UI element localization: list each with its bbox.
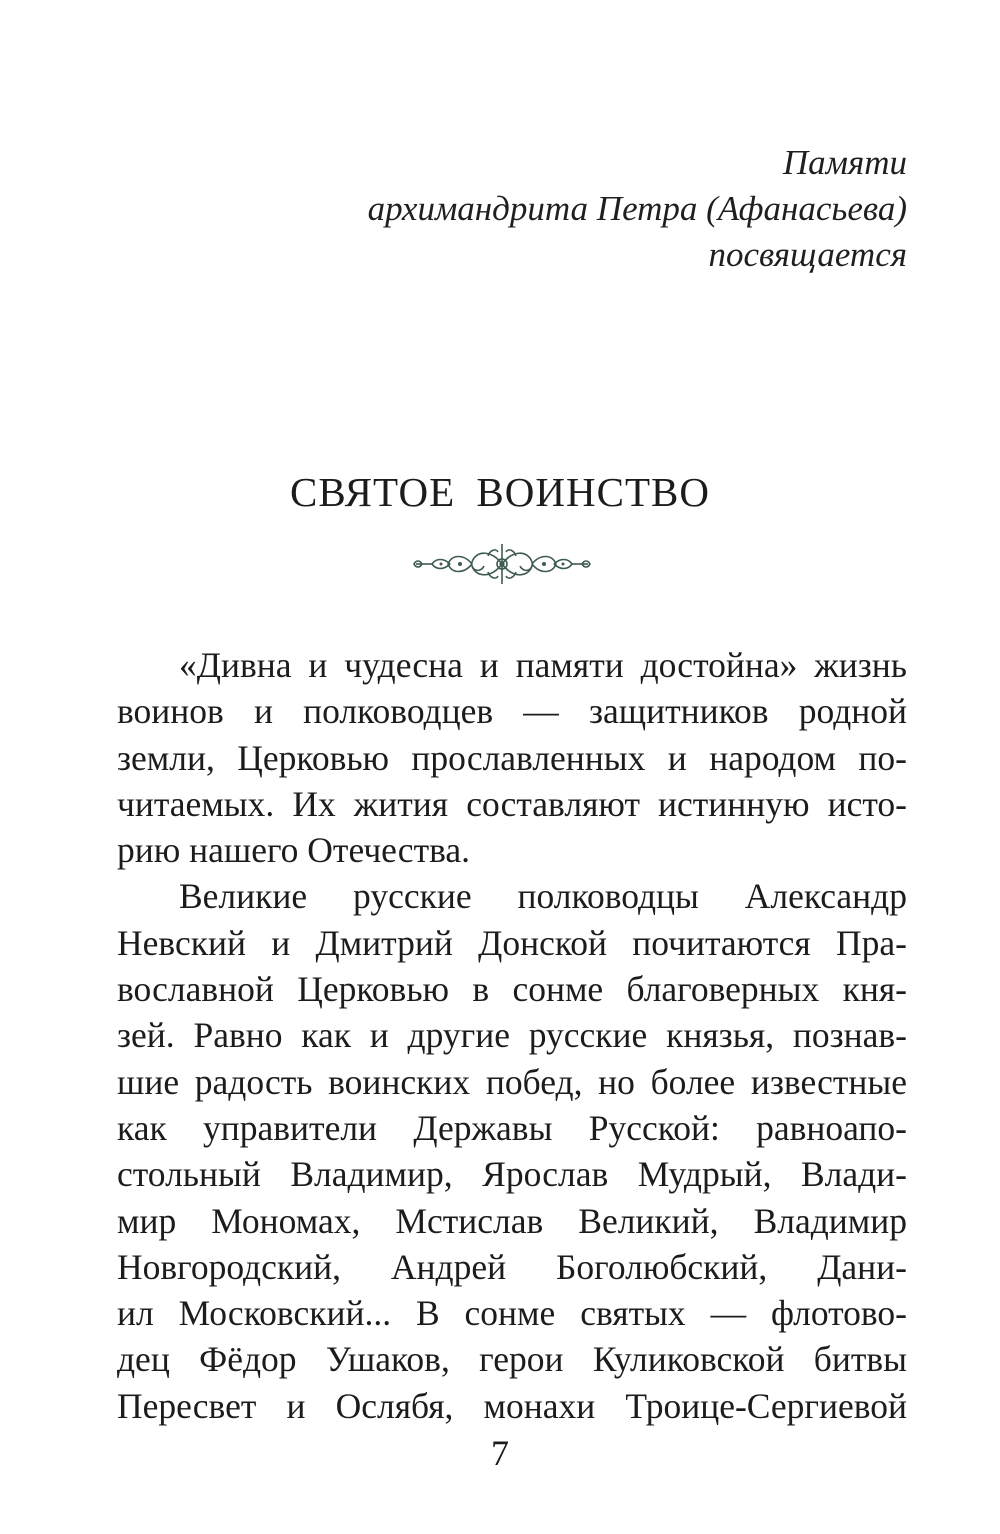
- chapter-title: СВЯТОЕ ВОИНСТВО: [290, 469, 710, 515]
- text-line: ил Московский... В сонме святых — флотово-: [117, 1293, 907, 1334]
- text-line: Великие русские полководцы Александр: [179, 876, 907, 917]
- dedication-line-2: архимандрита Петра (Афанасьева): [367, 189, 907, 228]
- text-line: Невский и Дмитрий Донской почитаются Пра-: [117, 922, 907, 963]
- text-line: воинов и полководцев — защитников родной: [117, 691, 907, 732]
- page-number: 7: [491, 1433, 509, 1473]
- text-line: зей. Равно как и другие русские князья, познав-: [117, 1015, 907, 1056]
- dedication-line-1: Памяти: [782, 143, 907, 182]
- text-line: мир Мономах, Мстислав Великий, Владимир: [117, 1200, 907, 1241]
- dedication-line-3: посвящается: [708, 235, 907, 274]
- text-line: Новгородский, Андрей Боголюбский, Дани-: [117, 1246, 907, 1287]
- text-line: рию нашего Отечества.: [117, 830, 471, 871]
- floral-ornament-icon: [410, 542, 594, 586]
- text-line: стольный Владимир, Ярослав Мудрый, Влади-: [117, 1154, 907, 1195]
- text-line: читаемых. Их жития составляют истинную исто-: [117, 783, 907, 824]
- text-line: дец Фёдор Ушаков, герои Куликовской битвы: [117, 1339, 907, 1380]
- text-line: Пересвет и Ослябя, монахи Троице-Сергиевой: [117, 1385, 907, 1426]
- text-line: вославной Церковью в сонме благоверных кня-: [117, 969, 907, 1010]
- dedication: [287, 140, 907, 278]
- text-line: как управители Державы Русской: равноапо-: [117, 1107, 907, 1148]
- body-text: [117, 642, 907, 1429]
- text-line: шие радость воинских побед, но более известные: [117, 1061, 907, 1102]
- text-line: земли, Церковью прославленных и народом по-: [117, 737, 907, 778]
- text-line: «Дивна и чудесна и памяти достойна» жизнь: [179, 645, 907, 685]
